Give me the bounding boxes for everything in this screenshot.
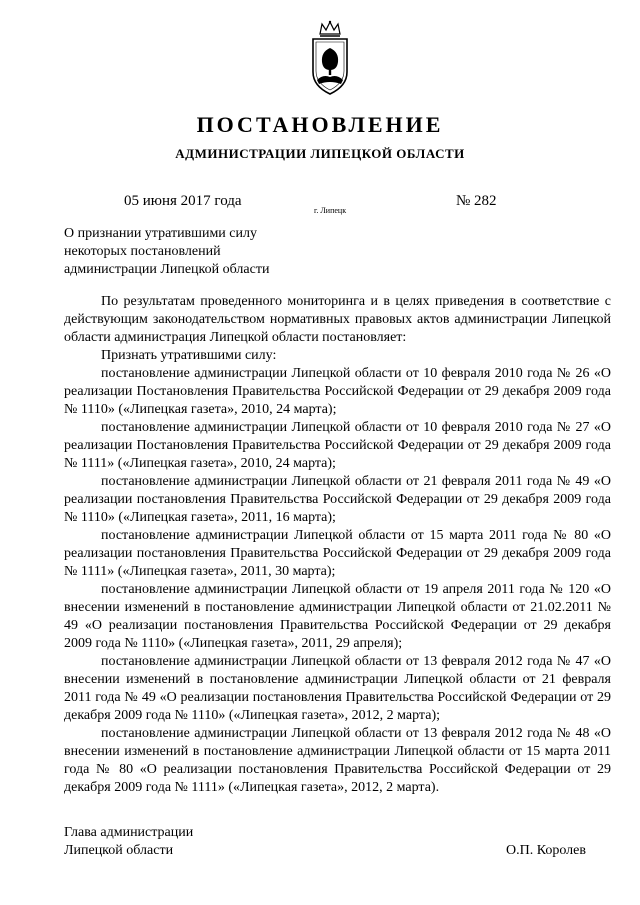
subject-line: некоторых постановлений: [64, 244, 221, 259]
list-item: постановление администрации Липецкой области от 21 февраля 2011 года № 49 «О реализации постановления Правительства Российской Федерации от 29 декабря 2009 года № 1110» («Липецкая газета», 2011, 16 марта);: [64, 474, 611, 525]
list-item: постановление администрации Липецкой области от 10 февраля 2010 года № 27 «О реализации Постановления Правительства Российской Федерации от 29 декабря 2009 года № 1111» («Липецкая газета», 2010, 24 марта);: [64, 420, 611, 471]
signatory-position-line: Глава администрации: [64, 825, 194, 840]
document-date: 05 июня 2017 года: [124, 193, 242, 209]
document-city: г. Липецк: [314, 206, 347, 215]
preamble-paragraph: По результатам проведенного мониторинга и в целях приведения в соответствие с действующим законодательством нормативных правовых актов администрации Липецкой области администрация Липецкой области постановляет:: [64, 294, 611, 345]
document-title: ПОСТАНОВЛЕНИЕ: [196, 112, 444, 137]
subject-line: О признании утратившими силу: [64, 226, 257, 241]
document-subject: [64, 225, 324, 279]
coat-of-arms-icon: [305, 20, 355, 100]
list-item: постановление администрации Липецкой области от 15 марта 2011 года № 80 «О реализации постановления Правительства Российской Федерации от 29 декабря 2009 года № 1111» («Липецкая газета», 2011, 30 марта);: [64, 528, 611, 579]
document-body: [64, 293, 611, 797]
signatory-position: [64, 824, 193, 860]
list-item: постановление администрации Липецкой области от 19 апреля 2011 года № 120 «О внесении изменений в постановление администрации Липецкой области от 21.02.2011 № 49 «О реализации постановления Правительства Российской Федерации от 29 декабря 2009 года № 1110» («Липецкая газета», 2011, 29 апреля);: [64, 582, 611, 651]
document-number: № 282: [456, 193, 497, 209]
list-item: постановление администрации Липецкой области от 13 февраля 2012 года № 48 «О внесении изменений в постановление администрации Липецкой области от 15 марта 2011 года № 80 «О реализации постановления Правительства Российской Федерации от 29 декабря 2009 года № 1111» («Липецкая газета», 2012, 2 марта).: [64, 726, 611, 795]
decision-paragraph: Признать утратившими силу:: [101, 348, 277, 363]
list-item: постановление администрации Липецкой области от 13 февраля 2012 года № 47 «О внесении изменений в постановление администрации Липецкой области от 21 февраля 2011 года № 49 «О реализации постановления Правительства Российской Федерации от 29 декабря 2009 года № 1110» («Липецкая газета», 2012, 2 марта);: [64, 654, 611, 723]
signatory-position-line: Липецкой области: [64, 843, 174, 858]
document-subtitle: АДМИНИСТРАЦИИ ЛИПЕЦКОЙ ОБЛАСТИ: [175, 146, 465, 161]
signatory-name: О.П. Королев: [506, 843, 586, 858]
subject-line: администрации Липецкой области: [64, 262, 270, 277]
list-item: постановление администрации Липецкой области от 10 февраля 2010 года № 26 «О реализации Постановления Правительства Российской Федерации от 29 декабря 2009 года № 1110» («Липецкая газета», 2010, 24 марта);: [64, 366, 611, 417]
